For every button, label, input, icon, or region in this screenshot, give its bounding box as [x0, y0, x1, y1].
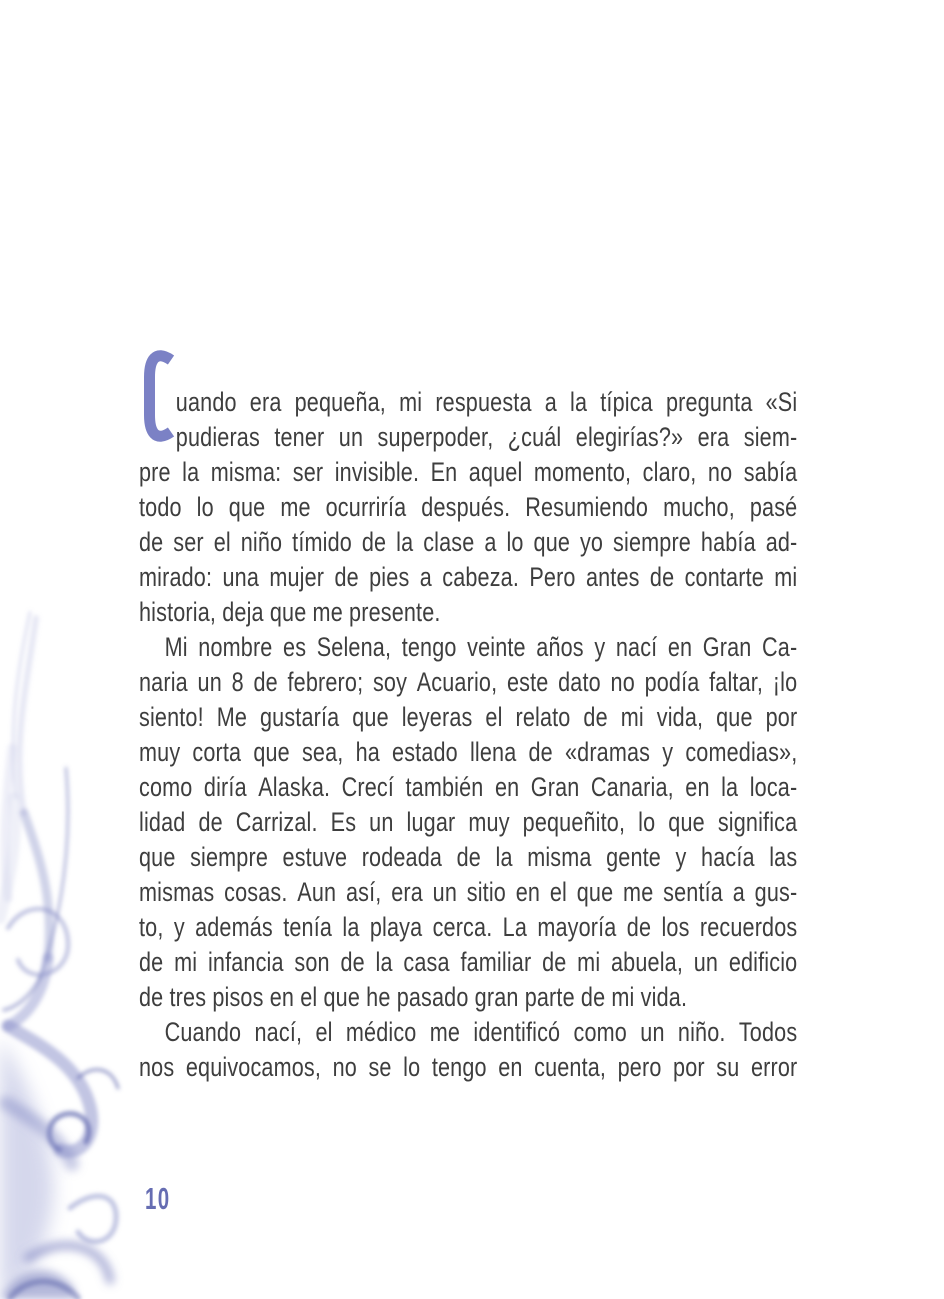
text-line: de mi infancia son de la casa familiar de mi abuela, un edificio	[139, 947, 798, 977]
text-line: como diría Alaska. Crecí también en Gran Canaria, en la loca-	[139, 772, 798, 802]
text-line: de ser el niño tímido de la clase a lo que yo siempre había ad-	[139, 527, 798, 557]
text-line: mirado: una mujer de pies a cabeza. Pero antes de contarte mi	[139, 562, 798, 592]
text-line: naria un 8 de febrero; soy Acuario, este dato no podía faltar, ¡lo	[139, 667, 798, 697]
text-line: pre la misma: ser invisible. En aquel momento, claro, no sabía	[139, 457, 798, 487]
page-number: 10	[145, 1181, 171, 1216]
text-block	[139, 385, 797, 1085]
text-line: pudieras tener un superpoder, ¿cuál elegirías?» era siem-	[175, 422, 798, 452]
text-line: todo lo que me ocurriría después. Resumiendo mucho, pasé	[139, 492, 798, 522]
text-line: to, y además tenía la playa cerca. La mayoría de los recuerdos	[139, 912, 798, 942]
text-line: Mi nombre es Selena, tengo veinte años y nací en Gran Ca-	[164, 632, 798, 662]
text-line: lidad de Carrizal. Es un lugar muy pequeñito, lo que significa	[139, 807, 798, 837]
text-line: mismas cosas. Aun así, era un sitio en el que me sentía a gus-	[139, 877, 798, 907]
text-line: nos equivocamos, no se lo tengo en cuenta, pero por su error	[139, 1052, 798, 1082]
text-line: que siempre estuve rodeada de la misma gente y hacía las	[139, 842, 798, 872]
text-line: uando era pequeña, mi respuesta a la típica pregunta «Si	[175, 387, 798, 417]
text-line: Cuando nací, el médico me identificó como un niño. Todos	[164, 1017, 798, 1047]
text-line: muy corta que sea, ha estado llena de «dramas y comedias»,	[139, 737, 798, 767]
text-line: historia, deja que me presente.	[139, 597, 441, 627]
text-line: de tres pisos en el que he pasado gran parte de mi vida.	[139, 982, 688, 1012]
text-line: siento! Me gustaría que leyeras el relato de mi vida, que por	[139, 702, 798, 732]
smoke-decoration-graphic	[0, 598, 150, 1299]
